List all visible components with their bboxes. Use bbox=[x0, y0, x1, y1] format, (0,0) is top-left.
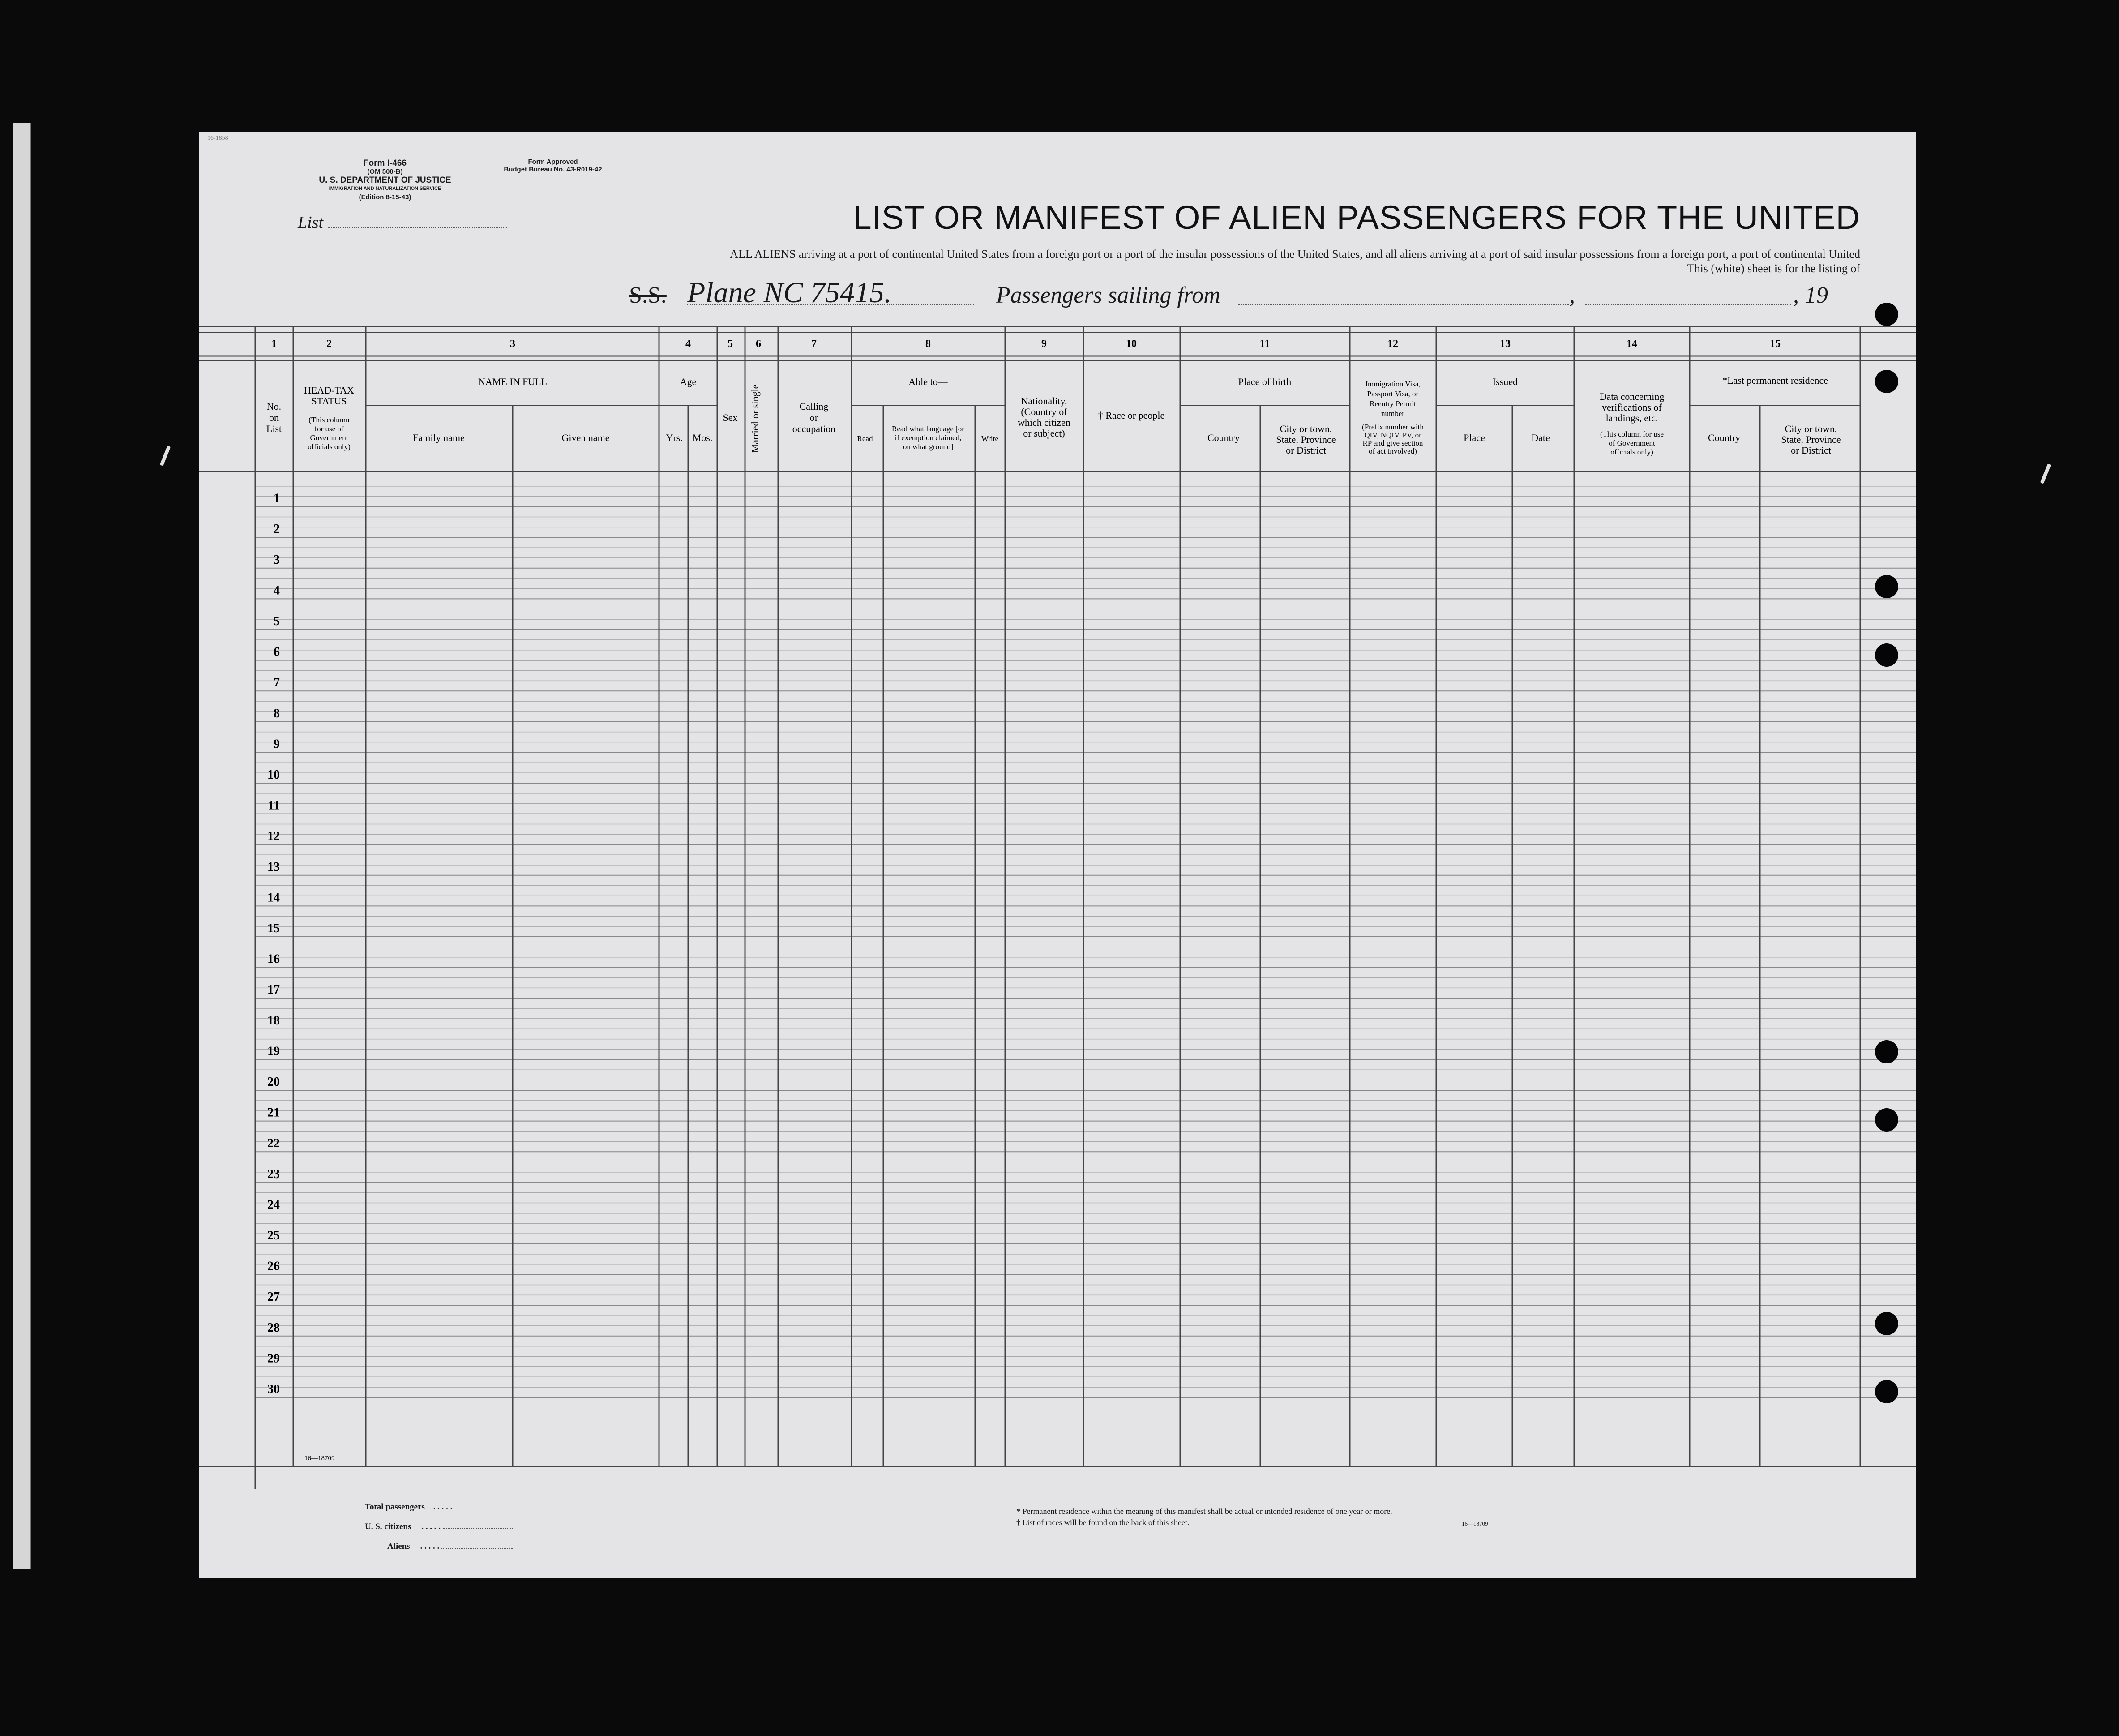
hdr-visa-note-1: (Prefix number with bbox=[1362, 423, 1424, 431]
title-subline-1: ALL ALIENS arriving at a port of continental United States from a foreign port or a port of the insular possessions of the United States, and all aliens arriving at a port of said insular possessions from a foreign port, a port of continental United bbox=[730, 248, 1860, 261]
colnum-12: 12 bbox=[1387, 338, 1398, 350]
row-number: 21 bbox=[267, 1106, 280, 1120]
row-number: 19 bbox=[267, 1044, 280, 1059]
colnum-6: 6 bbox=[756, 338, 761, 350]
hdr-headtax-note-1: (This column bbox=[308, 416, 350, 424]
hdr-birth-city-3: or District bbox=[1286, 445, 1326, 456]
note-race-list: † List of races will be found on the back of this sheet. bbox=[1016, 1518, 1190, 1527]
hdr-write: Write bbox=[981, 434, 999, 443]
hdr-read: Read bbox=[857, 434, 873, 443]
row-number: 17 bbox=[267, 983, 280, 997]
aliens-label: Aliens bbox=[387, 1542, 410, 1551]
colnum-1: 1 bbox=[271, 338, 277, 350]
approved-line1: Form Approved bbox=[528, 158, 578, 166]
sailing-comma: , bbox=[1569, 283, 1575, 308]
hdr-name-in-full: NAME IN FULL bbox=[478, 376, 547, 387]
colnum-8: 8 bbox=[925, 338, 931, 350]
form-number: Form I-466 bbox=[363, 159, 407, 168]
hdr-visa-1: Immigration Visa, bbox=[1365, 380, 1421, 388]
column-headers bbox=[266, 375, 1841, 456]
hdr-read-lang-2: if exemption claimed, bbox=[895, 433, 962, 442]
hdr-read-lang-3: on what ground] bbox=[903, 442, 954, 451]
us-citizens-row bbox=[365, 1522, 589, 1542]
hdr-visa-4: number bbox=[1381, 409, 1404, 418]
hdr-race: † Race or people bbox=[1098, 410, 1165, 421]
row-number: 9 bbox=[274, 737, 280, 751]
hdr-res-city-2: State, Province bbox=[1781, 434, 1841, 445]
hdr-issued: Issued bbox=[1492, 376, 1518, 387]
hdr-res-country: Country bbox=[1708, 432, 1741, 443]
hdr-data-note-2: of Government bbox=[1609, 439, 1655, 447]
row-number: 23 bbox=[267, 1167, 280, 1181]
hdr-no-3: List bbox=[266, 423, 282, 434]
row-number: 15 bbox=[267, 922, 280, 935]
hdr-headtax-note-4: officials only) bbox=[308, 442, 351, 451]
row-number: 30 bbox=[267, 1382, 280, 1396]
aliens-dots: . . . . . bbox=[420, 1542, 440, 1551]
row-number: 11 bbox=[268, 798, 280, 813]
colnum-4: 4 bbox=[685, 338, 691, 350]
row-number: 6 bbox=[274, 645, 280, 659]
hdr-issued-date: Date bbox=[1531, 432, 1550, 443]
hdr-visa-note-2: QIV, NQIV, PV, or bbox=[1364, 431, 1421, 439]
hdr-data-note-1: (This column for use bbox=[1600, 430, 1664, 438]
hdr-headtax-1: HEAD-TAX bbox=[304, 385, 354, 396]
binder-hole-5 bbox=[1875, 1040, 1898, 1063]
hdr-last-residence: *Last permanent residence bbox=[1722, 375, 1828, 386]
hdr-nationality-3: which citizen bbox=[1018, 417, 1070, 428]
row-number: 2 bbox=[274, 522, 280, 536]
hdr-place-of-birth: Place of birth bbox=[1238, 376, 1292, 387]
service: IMMIGRATION AND NATURALIZATION SERVICE bbox=[329, 186, 441, 191]
row-number: 4 bbox=[274, 583, 280, 598]
hdr-nationality-2: (Country of bbox=[1021, 406, 1067, 417]
hdr-issued-place: Place bbox=[1464, 432, 1485, 443]
total-passengers-row bbox=[365, 1502, 589, 1522]
row-number: 12 bbox=[267, 829, 280, 844]
hdr-no-2: on bbox=[269, 412, 279, 423]
row-number: 27 bbox=[267, 1290, 280, 1304]
total-passengers-dots: . . . . . bbox=[433, 1502, 453, 1512]
sailing-label: Passengers sailing from bbox=[996, 283, 1220, 308]
hdr-data-concerning-2: verifications of bbox=[1602, 402, 1662, 413]
aliens-row bbox=[365, 1542, 589, 1561]
row-number: 18 bbox=[267, 1013, 280, 1028]
colnum-2: 2 bbox=[326, 338, 332, 350]
hdr-headtax-2: STATUS bbox=[311, 395, 347, 407]
hdr-calling-3: occupation bbox=[792, 423, 836, 434]
hdr-married-single: Married or single bbox=[749, 384, 761, 453]
row-number: 1 bbox=[274, 491, 280, 506]
vessel-prefix: S.S. bbox=[629, 283, 667, 308]
row-number: 7 bbox=[274, 676, 280, 690]
manifest-page bbox=[199, 132, 1916, 1578]
bottom-code: 16—18709 bbox=[304, 1455, 335, 1462]
hdr-birth-city-2: State, Province bbox=[1276, 434, 1336, 445]
hdr-age: Age bbox=[680, 376, 697, 387]
list-label: List bbox=[298, 213, 324, 232]
manifest-table bbox=[199, 132, 1916, 1578]
hdr-able-to: Able to— bbox=[908, 376, 948, 387]
hdr-family-name: Family name bbox=[413, 432, 465, 443]
approved-line2: Budget Bureau No. 43-R019-42 bbox=[504, 166, 602, 173]
binder-hole-4 bbox=[1875, 643, 1898, 667]
row-number: 22 bbox=[267, 1136, 280, 1151]
row-number: 29 bbox=[267, 1351, 280, 1366]
row-number: 24 bbox=[267, 1198, 280, 1212]
row-number: 13 bbox=[267, 860, 280, 874]
colnum-7: 7 bbox=[811, 338, 817, 350]
colnum-14: 14 bbox=[1627, 338, 1637, 350]
hdr-sex: Sex bbox=[723, 412, 738, 423]
binder-hole-3 bbox=[1875, 575, 1898, 598]
hdr-data-concerning-3: landings, etc. bbox=[1605, 412, 1658, 424]
note-permanent-residence: * Permanent residence within the meaning of this manifest shall be actual or intended residence of one year or more. bbox=[1016, 1507, 1392, 1516]
binder-hole-7 bbox=[1875, 1312, 1898, 1335]
row-number: 20 bbox=[267, 1075, 280, 1089]
colnum-15: 15 bbox=[1770, 338, 1781, 350]
page-title: LIST OR MANIFEST OF ALIEN PASSENGERS FOR THE UNITED bbox=[853, 199, 1860, 236]
binder-hole-1 bbox=[1875, 303, 1898, 326]
department: U. S. DEPARTMENT OF JUSTICE bbox=[319, 176, 451, 185]
hdr-nationality-1: Nationality. bbox=[1021, 395, 1067, 407]
hdr-data-note-3: officials only) bbox=[1610, 448, 1653, 456]
row-number: 25 bbox=[267, 1229, 280, 1243]
hdr-res-city-1: City or town, bbox=[1785, 423, 1837, 434]
hdr-visa-3: Reentry Permit bbox=[1370, 399, 1416, 408]
hdr-visa-note-3: RP and give section bbox=[1362, 439, 1423, 447]
film-mark-right bbox=[2040, 463, 2051, 484]
hdr-birth-city-1: City or town, bbox=[1280, 423, 1332, 434]
hdr-no-1: No. bbox=[266, 401, 282, 412]
us-citizens-dots: . . . . . bbox=[421, 1522, 441, 1531]
hdr-read-lang-1: Read what language [or bbox=[892, 424, 964, 433]
total-passengers-label: Total passengers bbox=[365, 1502, 425, 1512]
binder-hole-6 bbox=[1875, 1108, 1898, 1132]
row-number: 10 bbox=[267, 768, 280, 782]
colnum-10: 10 bbox=[1126, 338, 1137, 350]
year-prefix: , 19 bbox=[1793, 283, 1828, 308]
hdr-birth-country: Country bbox=[1207, 432, 1240, 443]
hdr-given-name: Given name bbox=[561, 432, 610, 443]
colnum-3: 3 bbox=[510, 338, 515, 350]
aliens-blank bbox=[441, 1548, 513, 1549]
row-number: 28 bbox=[267, 1320, 280, 1335]
row-number: 5 bbox=[274, 614, 280, 628]
row-numbers bbox=[267, 492, 280, 1396]
hdr-headtax-note-3: Government bbox=[310, 433, 348, 442]
us-citizens-blank bbox=[443, 1528, 514, 1529]
title-subline-2: This (white) sheet is for the listing of bbox=[1687, 262, 1860, 275]
colnum-11: 11 bbox=[1259, 338, 1270, 350]
row-number: 8 bbox=[274, 706, 280, 720]
edition: (Edition 8-15-43) bbox=[359, 193, 411, 201]
film-mark-left bbox=[160, 446, 171, 466]
colnum-5: 5 bbox=[728, 338, 733, 350]
film-edge-strip bbox=[13, 123, 31, 1569]
binder-hole-8 bbox=[1875, 1380, 1898, 1403]
form-old-number: (OM 500-B) bbox=[367, 168, 403, 176]
hdr-visa-2: Passport Visa, or bbox=[1367, 390, 1419, 398]
colnum-13: 13 bbox=[1500, 338, 1511, 350]
vessel-name-handwritten: Plane NC 75415. bbox=[687, 276, 892, 309]
row-number: 26 bbox=[267, 1259, 280, 1273]
hdr-calling-2: or bbox=[809, 412, 818, 423]
totals-block bbox=[365, 1502, 589, 1561]
note-code: 16—18709 bbox=[1462, 1520, 1488, 1527]
hdr-visa-note-4: of act involved) bbox=[1369, 447, 1417, 455]
hdr-nationality-4: or subject) bbox=[1023, 428, 1065, 439]
column-number-row bbox=[271, 338, 1781, 350]
hdr-mos: Mos. bbox=[692, 432, 713, 443]
row-number: 14 bbox=[267, 891, 280, 905]
hdr-res-city-3: or District bbox=[1791, 445, 1831, 456]
row-number: 16 bbox=[267, 952, 280, 966]
hdr-data-concerning-1: Data concerning bbox=[1599, 391, 1665, 402]
hdr-headtax-note-2: for use of bbox=[314, 424, 344, 433]
hdr-yrs: Yrs. bbox=[666, 432, 683, 443]
colnum-9: 9 bbox=[1041, 338, 1047, 350]
us-citizens-label: U. S. citizens bbox=[365, 1522, 411, 1531]
row-number: 3 bbox=[274, 553, 280, 567]
hdr-calling-1: Calling bbox=[799, 401, 829, 412]
binder-hole-2 bbox=[1875, 370, 1898, 393]
corner-code: 16-1858 bbox=[207, 135, 228, 141]
